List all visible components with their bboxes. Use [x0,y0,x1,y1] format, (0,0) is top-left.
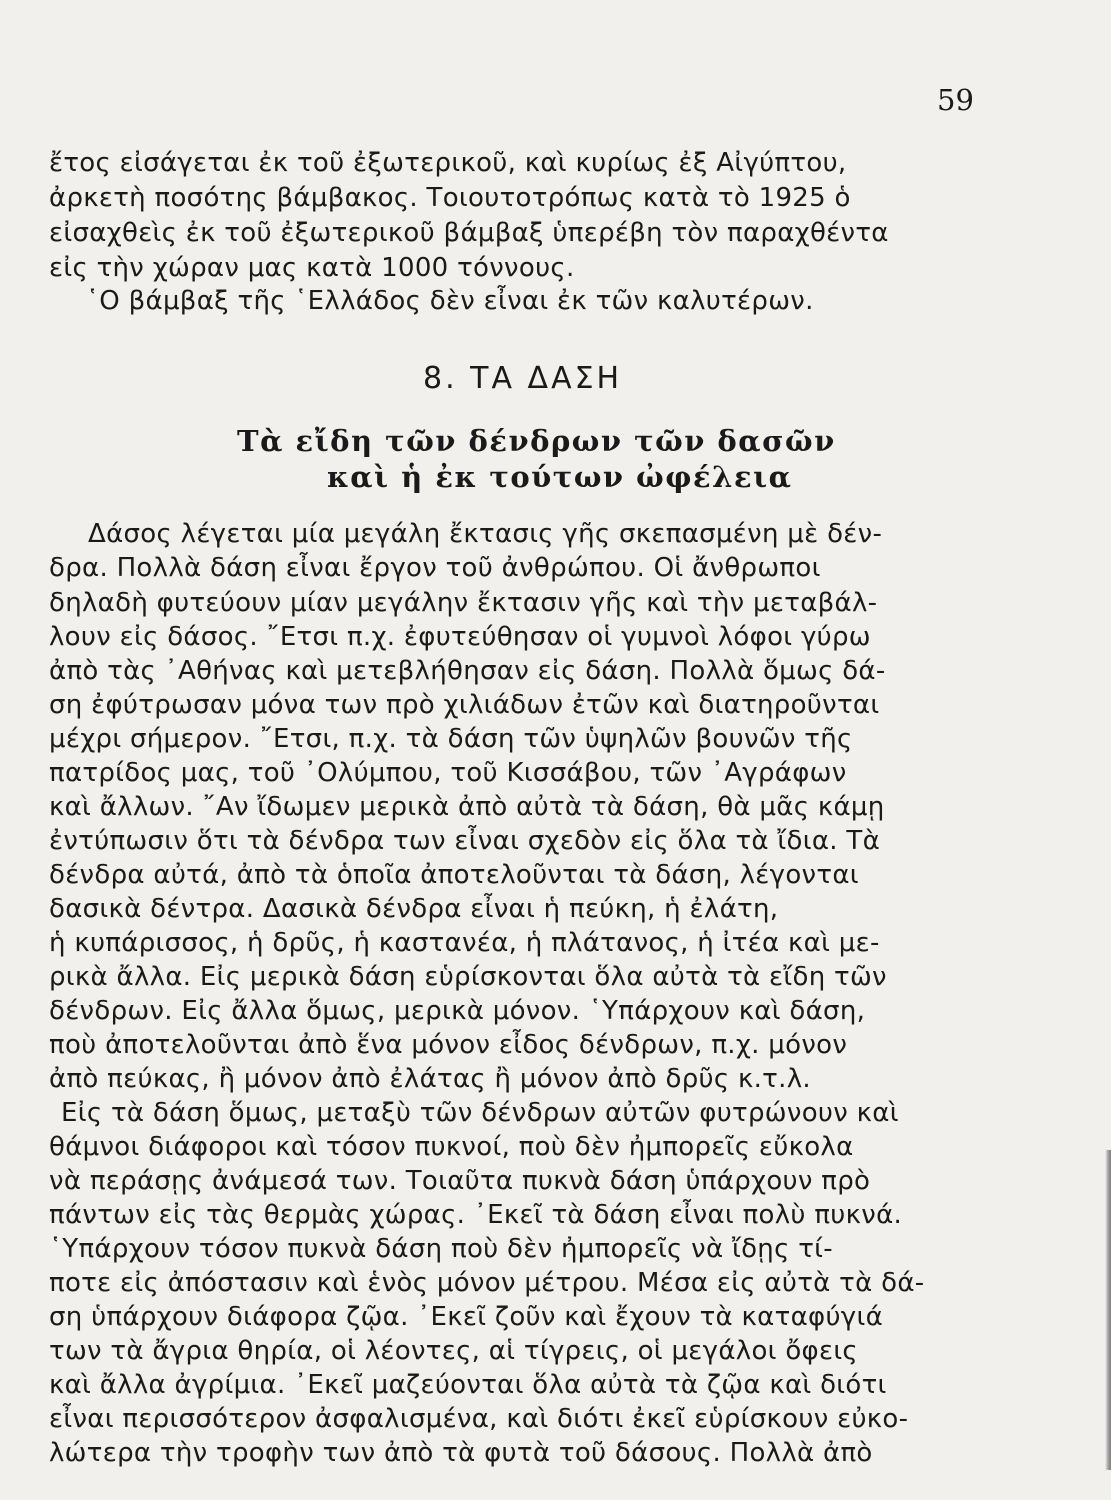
text-line: νὰ περάσῃς ἀνάμεσά των. Τοιαῦτα πυκνὰ δάση ὑπάρχουν πρὸ [49,1166,871,1196]
text-line: εἰς τὴν χώραν μας κατὰ 1000 τόννους. [49,253,575,283]
text-line: ἔτος εἰσάγεται ἐκ τοῦ ἐξωτερικοῦ, καὶ κυρίως ἐξ Αἰγύπτου, [49,148,847,178]
text-line: ἀπὸ τὰς ᾽Αθήνας καὶ μετεβλήθησαν εἰς δάση. Πολλὰ ὅμως δά- [49,656,886,686]
text-line: ποτε εἰς ἀπόστασιν καὶ ἑνὸς μόνον μέτρου. Μέσα εἰς αὐτὰ τὰ δά- [49,1268,925,1298]
page-binding-shadow [1105,1150,1111,1470]
text-line: ση ἐφύτρωσαν μόνα των πρὸ χιλιάδων ἐτῶν καὶ διατηροῦνται [49,690,880,720]
text-line: δηλαδὴ φυτεύουν μίαν μεγάλην ἔκτασιν γῆς καὶ τὴν μεταβάλ- [49,588,878,618]
text-line: ρικὰ ἄλλα. Εἰς μερικὰ δάση εὑρίσκονται ὅλα αὐτὰ τὰ εἴδη τῶν [49,962,887,992]
text-line: ἀπὸ πεύκας, ἢ μόνον ἀπὸ ἐλάτας ἢ μόνον ἀπὸ δρῦς κ.τ.λ. [49,1064,811,1094]
section-heading: 8. ΤΑ ΔΑΣΗ [423,361,623,396]
text-line: πατρίδος μας, τοῦ ᾽Ολύμπου, τοῦ Κισσάβου, τῶν ᾽Αγράφων [49,758,847,788]
text-line: Δάσος λέγεται μία μεγάλη ἔκτασις γῆς σκεπασμένη μὲ δέν- [88,519,883,549]
text-line: θάμνοι διάφοροι καὶ τόσον πυκνοί, ποὺ δὲν ἠμπορεῖς εὔκολα [49,1132,854,1162]
text-line: εἰσαχθεὶς ἐκ τοῦ ἐξωτερικοῦ βάμβαξ ὑπερέβη τὸν παραχθέντα [49,218,889,248]
text-line: καὶ ἄλλων. ῎Αν ἴδωμεν μερικὰ ἀπὸ αὐτὰ τὰ δάση, θὰ μᾶς κάμῃ [49,792,885,822]
text-line: ἀρκετὴ ποσότης βάμβακος. Τοιουτοτρόπως κατὰ τὸ 1925 ὁ [49,183,851,213]
text-line: Εἰς τὰ δάση ὅμως, μεταξὺ τῶν δένδρων αὐτῶν φυτρώνουν καὶ [61,1098,899,1128]
text-line: ποὺ ἀποτελοῦνται ἀπὸ ἕνα μόνον εἶδος δένδρων, π.χ. μόνον [49,1030,848,1060]
text-line: λώτερα τὴν τροφὴν των ἀπὸ τὰ φυτὰ τοῦ δάσους. Πολλὰ ἀπὸ [49,1438,873,1468]
text-line: μέχρι σήμερον. ῎Ετσι, π.χ. τὰ δάση τῶν ὑψηλῶν βουνῶν τῆς [49,724,853,754]
text-line: ῾Ο βάμβαξ τῆς ῾Ελλάδος δὲν εἶναι ἐκ τῶν καλυτέρων. [86,286,814,316]
page-number: 59 [937,83,974,117]
text-line: λουν εἰς δάσος. ῎Ετσι π.χ. ἐφυτεύθησαν οἱ γυμνοὶ λόφοι γύρω [49,622,871,652]
text-line: των τὰ ἄγρια θηρία, οἱ λέοντες, αἱ τίγρεις, οἱ μεγάλοι ὄφεις [49,1336,858,1366]
text-line: δένδρα αὐτά, ἀπὸ τὰ ὁποῖα ἀποτελοῦνται τὰ δάση, λέγονται [49,860,859,890]
text-line: ἡ κυπάρισσος, ἡ δρῦς, ἡ καστανέα, ἡ πλάτανος, ἡ ἰτέα καὶ με- [49,928,880,958]
text-line: ση ὑπάρχουν διάφορα ζῷα. ᾽Εκεῖ ζοῦν καὶ ἔχουν τὰ καταφύγιά [49,1302,884,1332]
text-line: εἶναι περισσότερον ἀσφαλισμένα, καὶ διότι ἐκεῖ εὑρίσκουν εὐκο- [49,1404,909,1434]
text-line: δασικὰ δέντρα. Δασικὰ δένδρα εἶναι ἡ πεύκη, ἡ ἐλάτη, [49,894,779,924]
subtitle-line: καὶ ἡ ἐκ τούτων ὠφέλεια [327,460,793,494]
text-line: δρα. Πολλὰ δάση εἶναι ἔργον τοῦ ἀνθρώπου. Οἱ ἄνθρωποι [49,553,821,583]
text-line: δένδρων. Εἰς ἄλλα ὅμως, μερικὰ μόνον. ῾Υπάρχουν καὶ δάση, [49,996,866,1026]
text-line: πάντων εἰς τὰς θερμὰς χώρας. ᾽Εκεῖ τὰ δάση εἶναι πολὺ πυκνά. [49,1200,903,1230]
text-line: καὶ ἄλλα ἀγρίμια. ᾽Εκεῖ μαζεύονται ὅλα αὐτὰ τὰ ζῷα καὶ διότι [49,1370,887,1400]
text-line: ἐντύπωσιν ὅτι τὰ δένδρα των εἶναι σχεδὸν εἰς ὅλα τὰ ἴδια. Τὰ [49,826,881,856]
subtitle-line: Τὰ εἴδη τῶν δένδρων τῶν δασῶν [237,424,836,458]
text-line: ῾Υπάρχουν τόσον πυκνὰ δάση ποὺ δὲν ἠμπορεῖς νὰ ἴδῃς τί- [49,1234,833,1264]
